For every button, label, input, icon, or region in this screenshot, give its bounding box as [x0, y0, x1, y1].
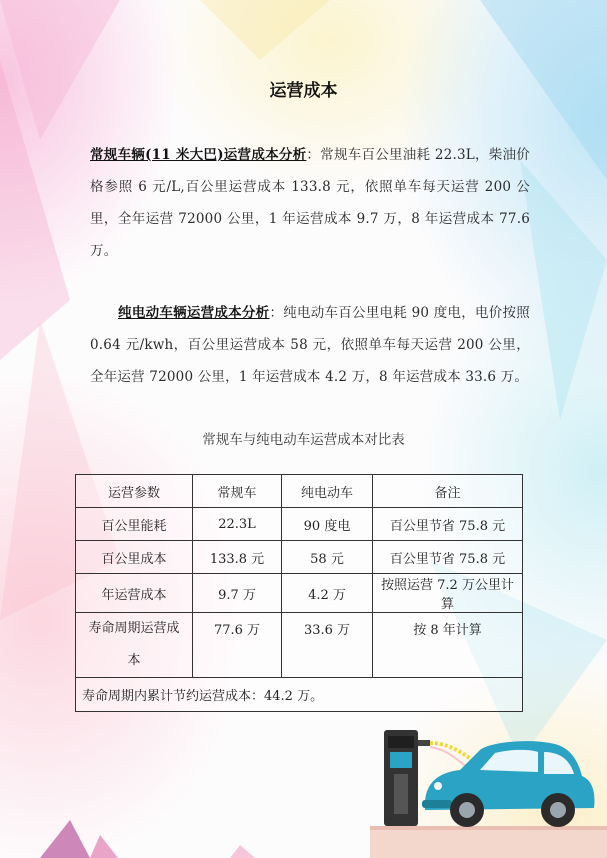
- table-cell: 90 度电: [282, 508, 373, 541]
- paragraph-electric-vehicle: [90, 297, 530, 393]
- paragraph-lead-electric: 纯电动车辆运营成本分析: [118, 305, 270, 321]
- table-cell: 133.8 元: [193, 541, 282, 574]
- table-cell: 百公里成本: [76, 541, 193, 574]
- table-caption: 常规车与纯电动车运营成本对比表: [202, 432, 405, 448]
- paragraph-lead-conventional: 常规车辆(11 米大巴)运营成本分析: [90, 147, 307, 163]
- table-row: [76, 541, 523, 574]
- table-row: [76, 613, 523, 678]
- table-cell: 33.6 万: [282, 613, 373, 678]
- table-cell: 寿命周期运营成本: [76, 613, 193, 678]
- table-footer-note: 寿命周期内累计节约运营成本：44.2 万。: [76, 678, 523, 712]
- electric-car-charging-icon: [330, 700, 607, 858]
- table-cell: 年运营成本: [76, 574, 193, 613]
- table-cell: 百公里节省 75.8 元: [373, 508, 523, 541]
- table-header-cell: 常规车: [193, 475, 282, 508]
- table-cell: 22.3L: [193, 508, 282, 541]
- table-row: [76, 574, 523, 613]
- table-cell: 58 元: [282, 541, 373, 574]
- table-header-row: [76, 475, 523, 508]
- table-row: [76, 508, 523, 541]
- table-header-cell: 备注: [373, 475, 523, 508]
- table-cell: 百公里节省 75.8 元: [373, 541, 523, 574]
- paragraph-text-conventional: ：常规车百公里油耗 22.3L，柴油价格参照 6 元/L,百公里运营成本 133.8 元，依照单车每天运营 200 公里，全年运营 72000 公里，1 年运营成本 9.7 万，8 年运营成本 77.6 万。: [90, 147, 530, 259]
- table-cell: 4.2 万: [282, 574, 373, 613]
- table-cell: 按 8 年计算: [373, 613, 523, 678]
- comparison-table: [75, 474, 523, 712]
- table-cell: 百公里能耗: [76, 508, 193, 541]
- paragraph-text-electric: ：纯电动车百公里电耗 90 度电，电价按照 0.64 元/kwh，百公里运营成本 58 元，依照单车每天运营 200 公里，全年运营 72000 公里，1 年运营成本 4.2 万，8 年运营成本 33.6 万。: [90, 305, 530, 385]
- table-header-cell: 纯电动车: [282, 475, 373, 508]
- paragraph-conventional-vehicle: [90, 139, 530, 267]
- table-cell: 按照运营 7.2 万公里计算: [373, 574, 523, 613]
- page-title: 运营成本: [269, 81, 338, 101]
- table-cell: 9.7 万: [193, 574, 282, 613]
- table-cell: 77.6 万: [193, 613, 282, 678]
- table-header-cell: 运营参数: [76, 475, 193, 508]
